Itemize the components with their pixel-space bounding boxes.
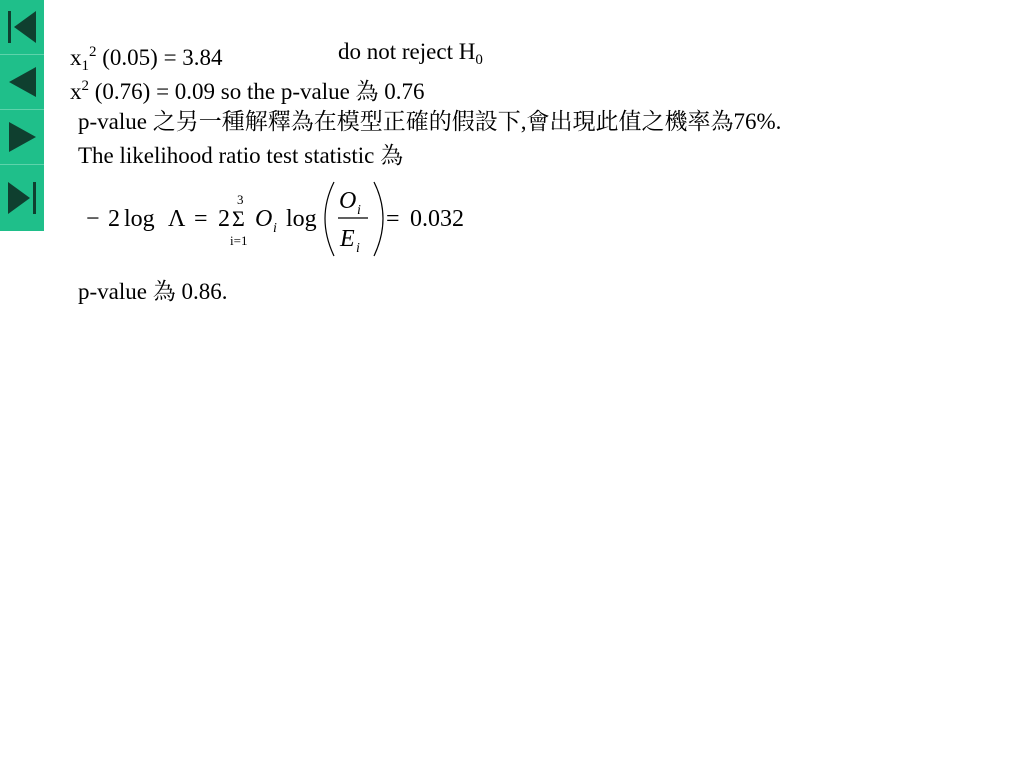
decision-label: do not reject H bbox=[338, 39, 476, 64]
eq-sum-lower: i=1 bbox=[230, 233, 248, 248]
chi-symbol: x bbox=[70, 45, 82, 70]
previous-slide-button[interactable] bbox=[0, 55, 44, 110]
decision-text bbox=[338, 38, 483, 74]
likelihood-ratio-intro-line: The likelihood ratio test statistic 為 bbox=[78, 143, 404, 168]
chi-symbol: x bbox=[70, 79, 82, 104]
eq-frac-numerator-sub: i bbox=[357, 203, 361, 218]
df-subscript: 1 bbox=[81, 58, 89, 74]
eq-frac-denominator: E bbox=[340, 226, 355, 252]
eq-observed: O bbox=[255, 206, 273, 232]
last-slide-button[interactable] bbox=[0, 165, 44, 230]
statistic-expression: (0.76) = 0.09 so the p-value 為 0.76 bbox=[89, 79, 425, 104]
likelihood-ratio-equation bbox=[84, 178, 484, 262]
first-slide-button[interactable] bbox=[0, 0, 44, 55]
eq-sum-upper: 3 bbox=[237, 192, 244, 207]
eq-lambda: Λ bbox=[168, 206, 186, 232]
eq-log-right: log bbox=[286, 206, 317, 232]
eq-minus: − bbox=[86, 206, 100, 232]
eq-frac-denominator-sub: i bbox=[356, 241, 360, 256]
eq-sigma: Σ bbox=[232, 206, 245, 231]
next-slide-icon bbox=[5, 119, 39, 155]
eq-equals-1: = bbox=[194, 206, 208, 232]
eq-coefficient-2: 2 bbox=[218, 206, 230, 232]
slide-navigation-bar bbox=[0, 0, 44, 231]
next-slide-button[interactable] bbox=[0, 110, 44, 165]
eq-right-paren bbox=[374, 182, 383, 256]
chi-square-statistic-line bbox=[70, 72, 425, 106]
square-superscript: 2 bbox=[89, 44, 97, 60]
eq-log-left: log bbox=[124, 206, 155, 232]
eq-observed-sub: i bbox=[273, 221, 277, 236]
eq-result: 0.032 bbox=[410, 206, 464, 232]
first-slide-icon bbox=[5, 9, 39, 45]
last-slide-icon bbox=[5, 180, 39, 216]
eq-frac-numerator: O bbox=[339, 188, 357, 214]
eq-coefficient: 2 bbox=[108, 206, 120, 232]
square-superscript: 2 bbox=[81, 78, 89, 94]
eq-equals-2: = bbox=[386, 206, 400, 232]
final-p-value-line: p-value 為 0.86. bbox=[78, 279, 228, 304]
p-value-interpretation-line: p-value 之另一種解釋為在模型正確的假設下,會出現此值之機率為76%. bbox=[78, 109, 782, 134]
critical-value-expression: (0.05) = 3.84 bbox=[96, 45, 223, 70]
previous-slide-icon bbox=[5, 64, 39, 100]
null-hypothesis-subscript: 0 bbox=[475, 52, 483, 68]
eq-left-paren bbox=[325, 182, 334, 256]
